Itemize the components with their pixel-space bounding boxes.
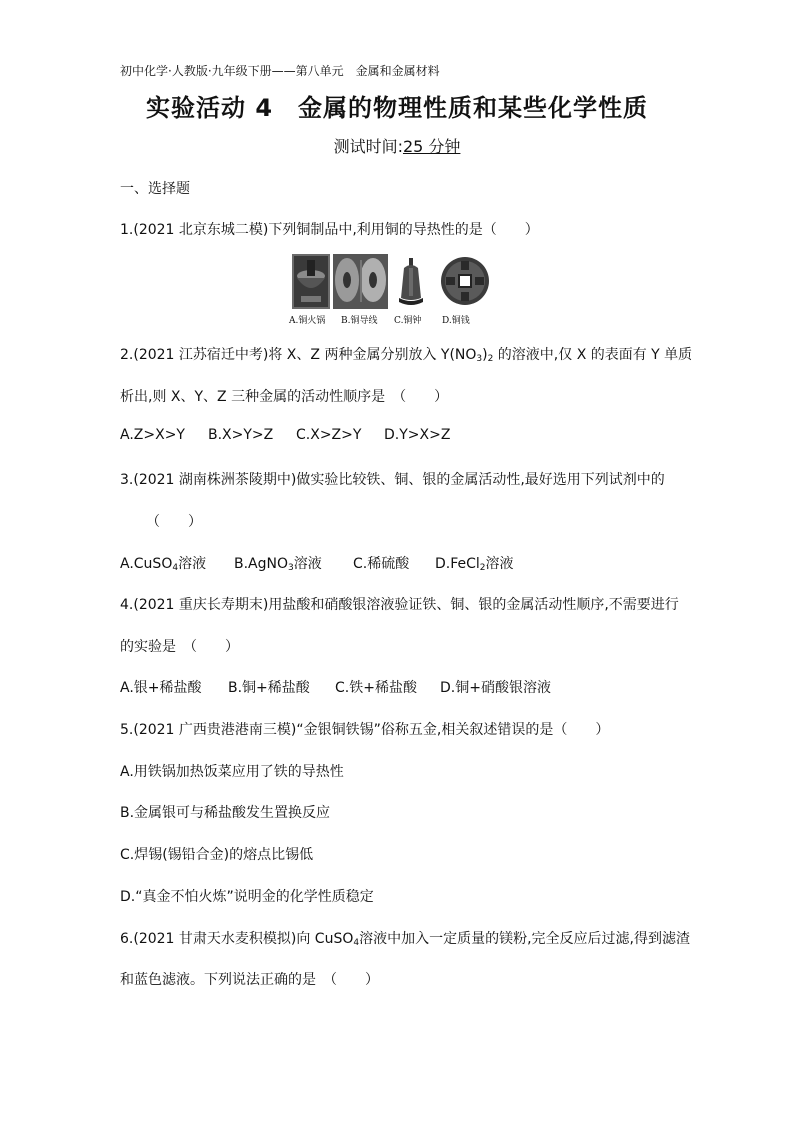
- question-3-line2: （ ）: [146, 514, 202, 530]
- q2-option-c: C.X>Z>Y: [296, 427, 362, 443]
- q1-figure: [289, 254, 492, 326]
- question-4-line2: 的实验是 （ ）: [120, 639, 239, 655]
- q2-text-b: ): [482, 347, 488, 363]
- q2-text-c: 的溶液中,仅 X 的表面有 Y 单质: [493, 347, 693, 363]
- q4-option-a: A.银+稀盐酸: [120, 680, 202, 696]
- q2-option-b: B.X>Y>Z: [208, 427, 274, 443]
- copper-coin-image: [438, 254, 492, 326]
- q4-option-b: B.铜+稀盐酸: [228, 680, 310, 696]
- copper-bell-image: [394, 254, 428, 326]
- question-1: 1.(2021 北京东城二模)下列铜制品中,利用铜的导热性的是（ ）: [120, 222, 539, 238]
- question-5: 5.(2021 广西贵港港南三模)“金银铜铁锡”俗称五金,相关叙述错误的是（ ）: [120, 722, 610, 738]
- question-2-options: [120, 427, 450, 443]
- page-header: 初中化学·人教版·九年级下册——第八单元 金属和金属材料: [120, 64, 440, 78]
- test-time: [0, 134, 794, 157]
- caption-c: C.铜钟: [394, 316, 422, 326]
- question-2: [120, 344, 692, 364]
- q6-text-b: 溶液中加入一定质量的镁粉,完全反应后过滤,得到滤渣: [359, 931, 691, 947]
- q6-text-a: 6.(2021 甘肃天水麦积模拟)向 CuSO: [120, 931, 354, 947]
- q5-option-d: D.“真金不怕火炼”说明金的化学性质稳定: [120, 889, 374, 905]
- test-time-label: 测试时间:: [333, 137, 403, 156]
- q2-sub-2: 2: [487, 354, 494, 364]
- test-time-value: 25 分钟: [402, 137, 461, 156]
- q2-text-a: 2.(2021 江苏宿迁中考)将 X、Z 两种金属分别放入 Y(NO: [120, 347, 477, 363]
- q3-option-b: B.AgNO$_3$溶液: [234, 556, 322, 573]
- question-3-options: [120, 553, 514, 573]
- question-4-options: [120, 677, 551, 697]
- q2-sub-3: 3: [476, 354, 483, 364]
- caption-d: D.铜钱: [442, 316, 470, 326]
- q5-option-c: C.焊锡(锡铅合金)的熔点比锡低: [120, 847, 314, 863]
- caption-b: B.铜导线: [341, 316, 378, 326]
- q5-option-a: A.用铁锅加热饭菜应用了铁的导热性: [120, 764, 344, 780]
- q4-option-d: D.铜+硝酸银溶液: [440, 680, 551, 696]
- question-6-line2: 和蓝色滤液。下列说法正确的是 （ ）: [120, 972, 379, 988]
- question-3: 3.(2021 湖南株洲茶陵期中)做实验比较铁、铜、银的金属活动性,最好选用下列试剂中的: [120, 472, 665, 488]
- copper-wire-image: [333, 254, 388, 326]
- q6-sub-4: 4: [353, 938, 360, 948]
- caption-a: A.铜火锅: [289, 316, 326, 326]
- q3-option-c: C.稀硫酸: [353, 556, 410, 572]
- question-4: 4.(2021 重庆长寿期末)用盐酸和硝酸银溶液验证铁、铜、银的金属活动性顺序,不需要进行: [120, 597, 679, 613]
- question-2-line2: 析出,则 X、Y、Z 三种金属的活动性顺序是 （ ）: [120, 389, 449, 405]
- q4-option-c: C.铁+稀盐酸: [335, 680, 417, 696]
- section-heading: 一、选择题: [120, 181, 190, 197]
- q5-option-b: B.金属银可与稀盐酸发生置换反应: [120, 805, 331, 821]
- q3-option-a: A.CuSO$_4$溶液: [120, 556, 207, 573]
- page-title: 实验活动 4 金属的物理性质和某些化学性质: [145, 94, 649, 122]
- q3-option-d: D.FeCl$_2$溶液: [435, 556, 514, 573]
- question-6: [120, 928, 690, 948]
- copper-hotpot-image: [289, 254, 330, 326]
- q2-option-a: A.Z>X>Y: [120, 427, 185, 443]
- q2-option-d: D.Y>X>Z: [384, 427, 451, 443]
